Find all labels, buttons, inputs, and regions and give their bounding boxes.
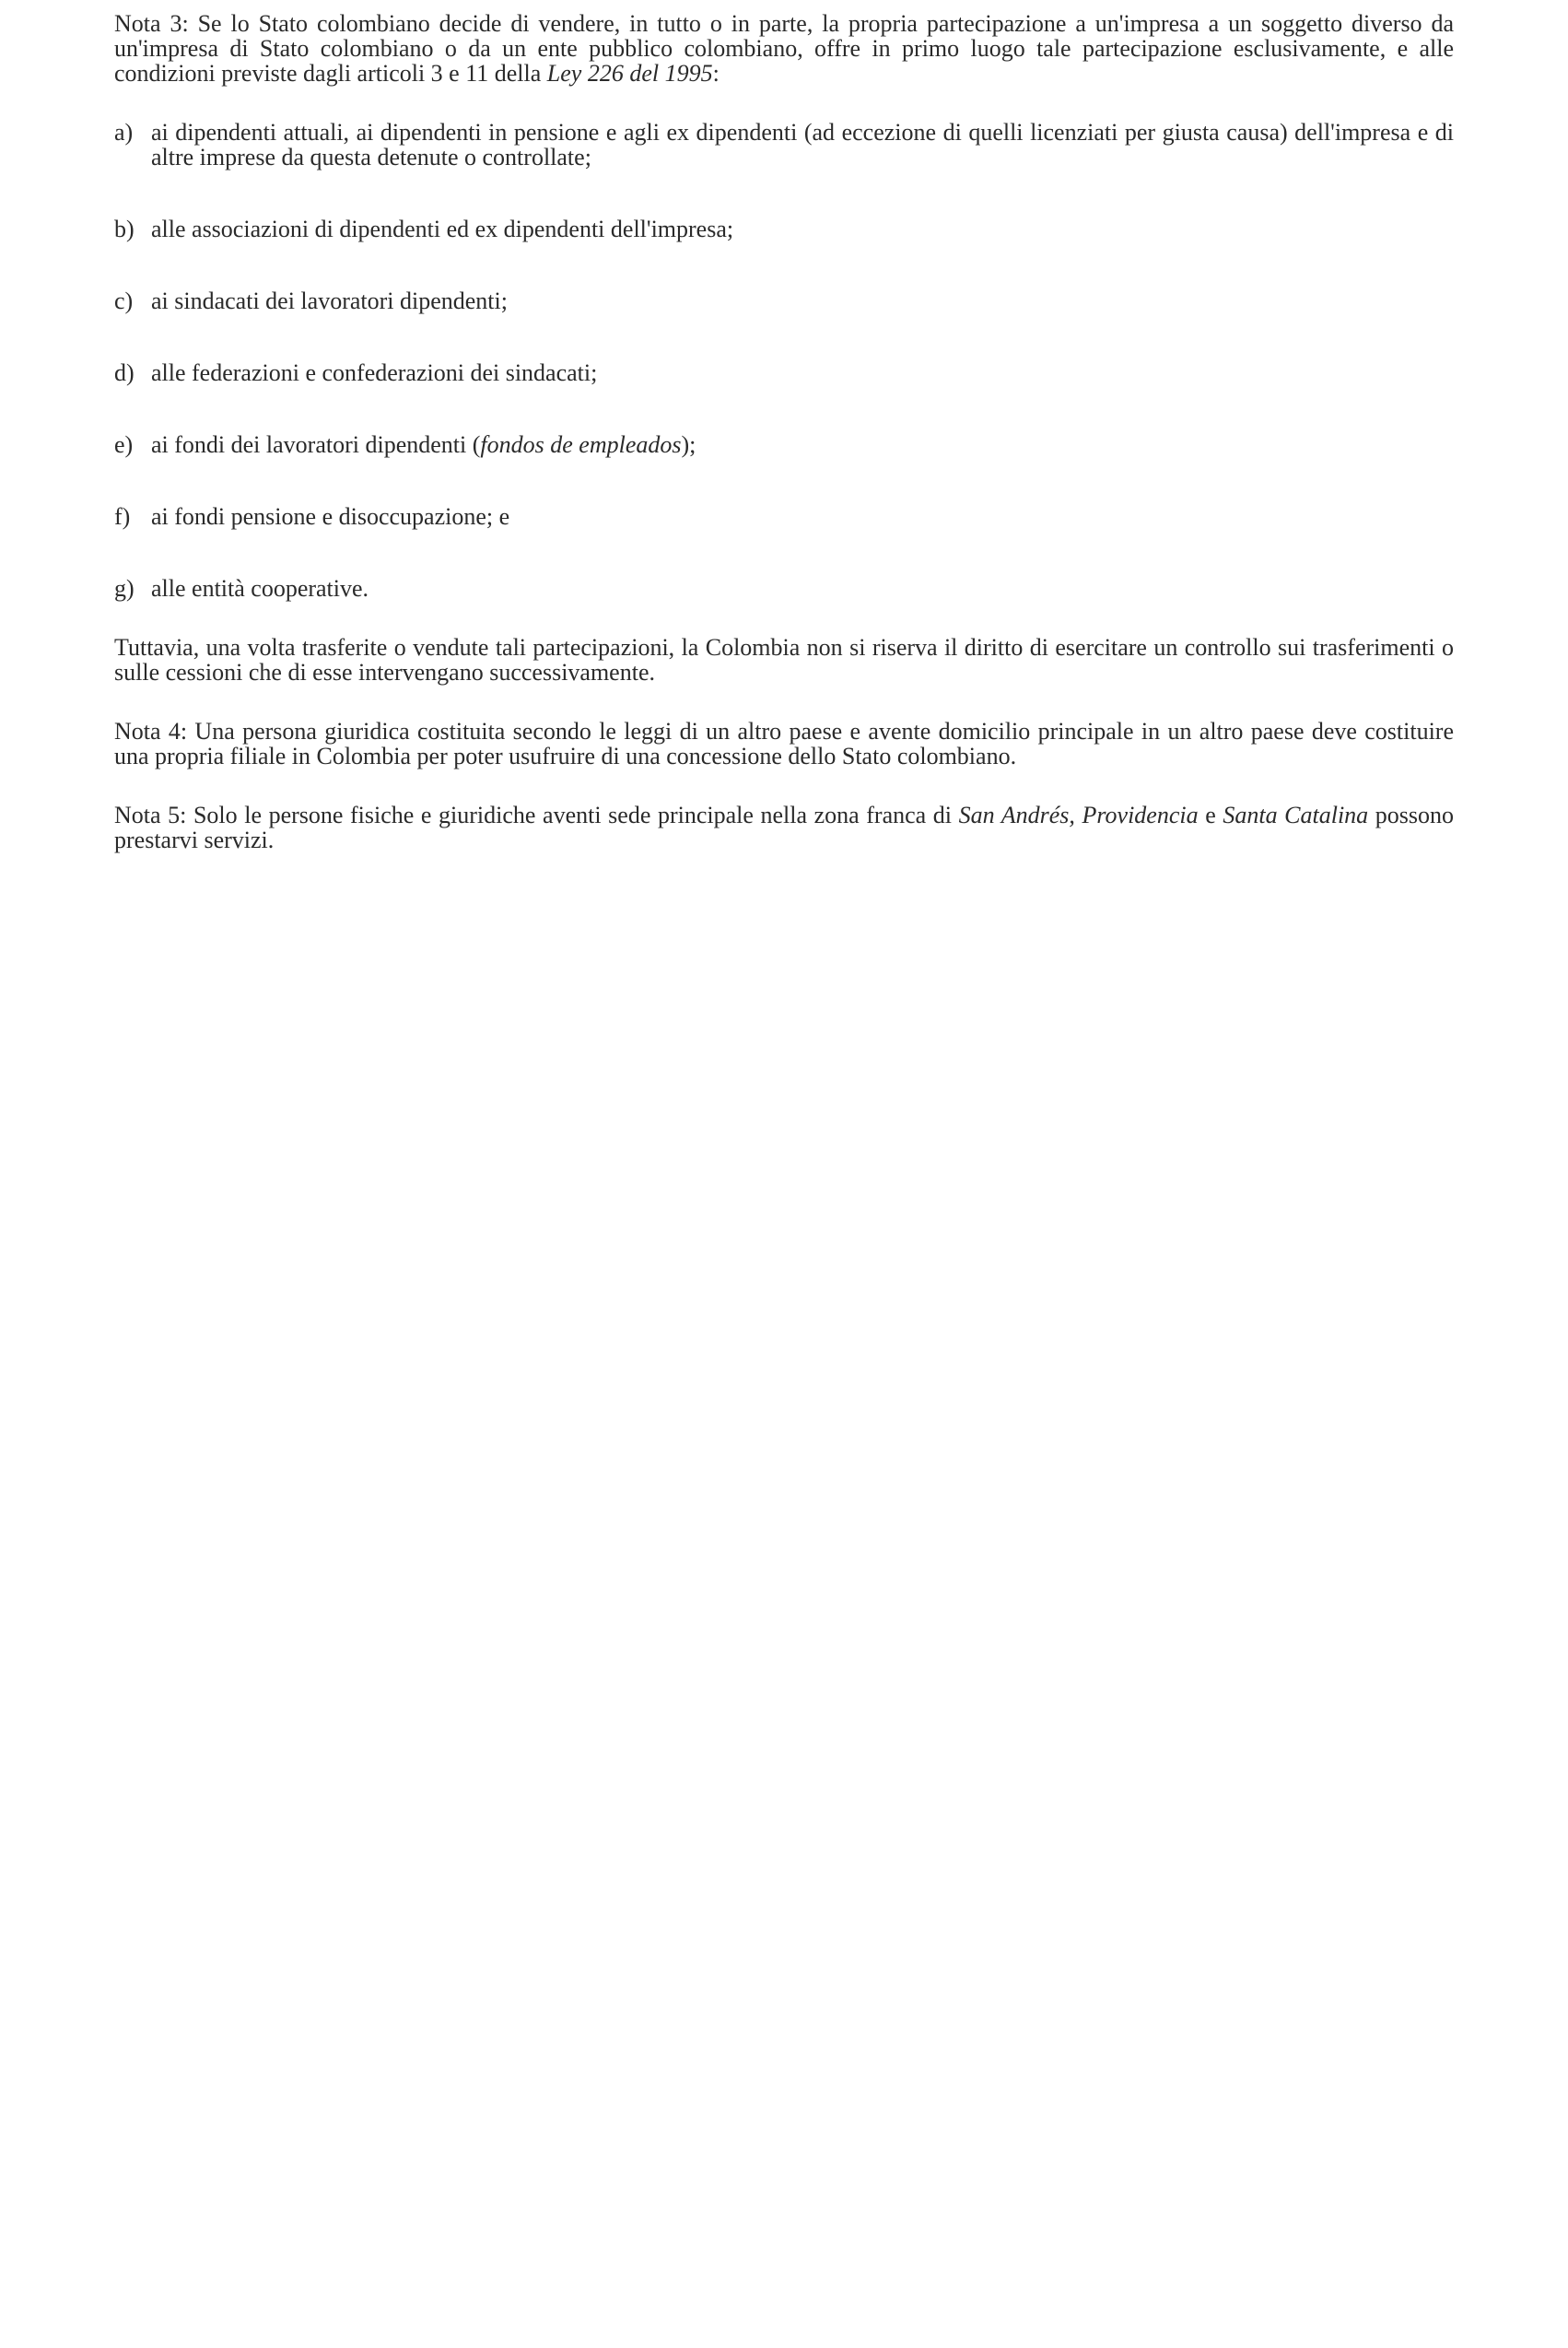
note-5-conjunction: e (1198, 802, 1223, 828)
list-marker: a) (114, 119, 134, 146)
beneficiary-list (114, 120, 1454, 601)
note-5-paragraph (114, 803, 1454, 852)
list-item-a (114, 120, 1454, 170)
list-marker: b) (114, 216, 135, 242)
document-page (114, 11, 1454, 886)
list-marker: g) (114, 575, 135, 602)
note-5-place-2: Santa Catalina (1223, 802, 1369, 828)
note-4-paragraph: Nota 4: Una persona giuridica costituita secondo le leggi di un altro paese e avente domicilio principale in un altro paese deve costituire una propria filiale in Colombia per poter usufruire di una concessione dello Stato colombiano. (114, 718, 1454, 769)
list-marker: f) (114, 503, 131, 530)
note-3-text: Nota 3: Se lo Stato colombiano decide di vendere, in tutto o in parte, la propria partecipazione a un'impresa a un soggetto diverso da un'impresa di Stato colombiano o da un ente pubblico colombiano, offre in primo luogo tale partecipazione esclusivamente, e alle condizioni previste dagli articoli 3 e 11 della (114, 10, 1454, 87)
list-item-d (114, 360, 1454, 385)
list-item-e (114, 432, 1454, 457)
note-5-place-1: San Andrés, Providencia (958, 802, 1199, 828)
list-item-g (114, 576, 1454, 601)
note-3-end: : (712, 60, 720, 87)
list-marker: d) (114, 359, 135, 386)
list-item-f (114, 504, 1454, 529)
closing-paragraph: Tuttavia, una volta trasferite o vendute tali partecipazioni, la Colombia non si riserva il diritto di esercitare un controllo sui trasferimenti o sulle cessioni che di esse intervengano successivamente. (114, 634, 1454, 686)
note-3-law-reference: Ley 226 del 1995 (546, 60, 713, 87)
list-item-emphasis: fondos de empleados (480, 431, 682, 458)
list-item-text: alle associazioni di dipendenti ed ex dipendenti dell'impresa; (151, 216, 734, 242)
list-marker: e) (114, 431, 134, 458)
list-item-text: ai fondi pensione e disoccupazione; e (151, 503, 510, 530)
list-item-b (114, 217, 1454, 241)
list-item-text: ai dipendenti attuali, ai dipendenti in pensione e agli ex dipendenti (ad eccezione di quelli licenziati per giusta causa) dell'impresa e di altre imprese da questa detenute o controllate; (151, 119, 1454, 170)
list-item-text: ai fondi dei lavoratori dipendenti ( (151, 431, 481, 458)
list-item-text: alle entità cooperative. (151, 575, 369, 602)
list-item-text: alle federazioni e confederazioni dei sindacati; (151, 359, 598, 386)
list-item-c (114, 288, 1454, 313)
list-marker: c) (114, 288, 134, 314)
list-item-text-end: ); (681, 431, 696, 458)
note-5-text: Nota 5: Solo le persone fisiche e giuridiche aventi sede principale nella zona franca di (114, 802, 959, 828)
note-5-end: possono prestarvi servizi. (114, 802, 1454, 853)
list-item-text: ai sindacati dei lavoratori dipendenti; (151, 288, 508, 314)
note-3-paragraph (114, 11, 1454, 86)
